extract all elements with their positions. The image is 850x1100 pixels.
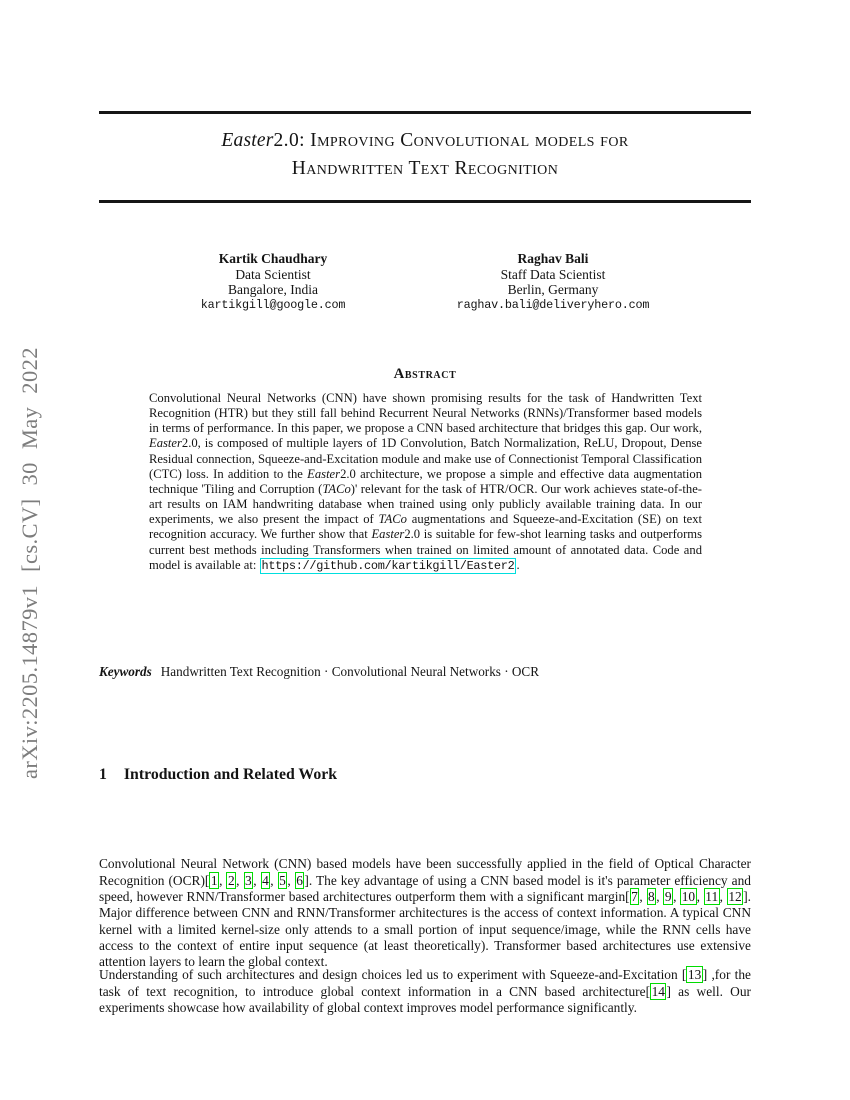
title-math-number: 2.0 [273,130,300,151]
keywords-line [99,664,751,680]
title-rule-bottom [99,200,751,203]
author-2 [401,251,705,313]
title-line1-rest: : Improving Convolutional models for [299,130,629,151]
author-email: raghav.bali@deliveryhero.com [456,297,650,312]
citation-link[interactable]: 2 [227,872,235,888]
author-location: Berlin, Germany [507,282,599,298]
abstract-text: Convolutional Neural Networks (CNN) have shown promising results for the task of Handwritten Text Recognition (HTR) but they still fall behind Recurrent Neural Networks (RNNs)/Transformer based models in terms of performance. In this paper, we propose a CNN based architecture that bridges this gap. Our work, Easter2.0, is composed of multiple layers of 1D Convolution, Batch Normalization, ReLU, Dropout, Dense Residual connection, Squeeze-and-Excitation module and make use of Connectionist Temporal Classification (CTC) loss. In addition to the Easter2.0 architecture, we propose a simple and effective data augmentation technique 'Tiling and Corruption (TACo)' relevant for the task of HTR/OCR. Our work achieves state-of-the-art results on IAM handwriting database when trained using only publicly available training data. In our experiments, we also present the impact of TACo augmentations and Squeeze-and-Excitation (SE) on text recognition accuracy. We further show that Easter2.0 is suitable for few-shot learning tasks and outperforms current best methods including Transformers when trained on limited amount of annotated data. Code and model is available at: https://github.com/kartikgill/Easter2 . [149,391,703,573]
author-1 [121,251,425,313]
italic-text: Easter [149,436,182,451]
citation-link[interactable]: 10 [681,889,696,905]
title-math-italic: Easter [221,130,274,151]
italic-text: Easter [371,527,405,542]
citation-link[interactable]: 3 [245,872,252,888]
citation-link[interactable]: 1 [210,872,218,888]
author-location: Bangalore, India [228,282,318,298]
citation-link[interactable]: 9 [664,889,672,905]
italic-text: TACo [378,512,407,527]
author-block [99,251,751,323]
citation-link[interactable]: 5 [279,872,286,888]
citation-link[interactable]: 11 [705,889,719,905]
keywords-text: Handwritten Text Recognition · Convolutional Neural Networks · OCR [160,664,540,679]
citation-link[interactable]: 8 [648,889,655,905]
author-email: kartikgill@google.com [200,297,346,312]
paper-title [99,127,751,183]
author-name: Raghav Bali [517,251,589,266]
author-role: Staff Data Scientist [500,266,606,282]
citation-link[interactable]: 12 [728,889,742,905]
section-number: 1 [99,766,107,783]
body-paragraph-2: Understanding of such architectures and design choices led us to experiment with Squeeze-and-Excitation [ 13 ] ,for the task of text recognition, to introduce global context information in a CNN based architecture[ 14 ] as well. Our experiments showcase how availability of global context improves model performance significantly. [99,967,751,1016]
section-title: Introduction and Related Work [123,766,338,783]
arxiv-watermark: arXiv:2205.14879v1 [cs.CV] 30 May 2022 [17,347,42,779]
title-line2: Handwritten Text Recognition [291,158,559,179]
url-link[interactable]: https://github.com/kartikgill/Easter2 [261,558,515,573]
body-paragraph-1: Convolutional Neural Network (CNN) based models have been successfully applied in the field of Optical Character Recognition (OCR)[ 1 , 2 , 3 , 4 , 5 , 6 ]. The key advantage of using a CNN based model is it's parameter efficiency and speed, however RNN/Transformer based architectures outperform them with a significant margin[ 7 , 8 , 9 , 10 , 11 , 12 ]. Major difference between CNN and RNN/Transformer architectures is the access of context information. A typical CNN kernel with a limited kernel-size only attends to a small portion of input sequence/image, while the RNN cells have access to the context of entire input sequence (at least theoretically). Transformer based architectures use extensive attention layers to learn the global context. [99,856,752,970]
citation-link[interactable]: 4 [262,872,269,888]
citation-link[interactable]: 7 [631,889,638,905]
italic-text: Easter [307,466,341,481]
keywords-label: Keywords [99,664,152,679]
abstract-heading: Abstract [393,366,457,382]
italic-text: TACo [322,481,351,496]
author-name: Kartik Chaudhary [218,251,328,266]
citation-link[interactable]: 13 [687,967,702,983]
citation-link[interactable]: 6 [296,872,303,888]
title-rule-top [99,111,751,114]
citation-link[interactable]: 14 [651,983,665,999]
section-heading [99,766,751,784]
author-role: Data Scientist [235,266,311,282]
